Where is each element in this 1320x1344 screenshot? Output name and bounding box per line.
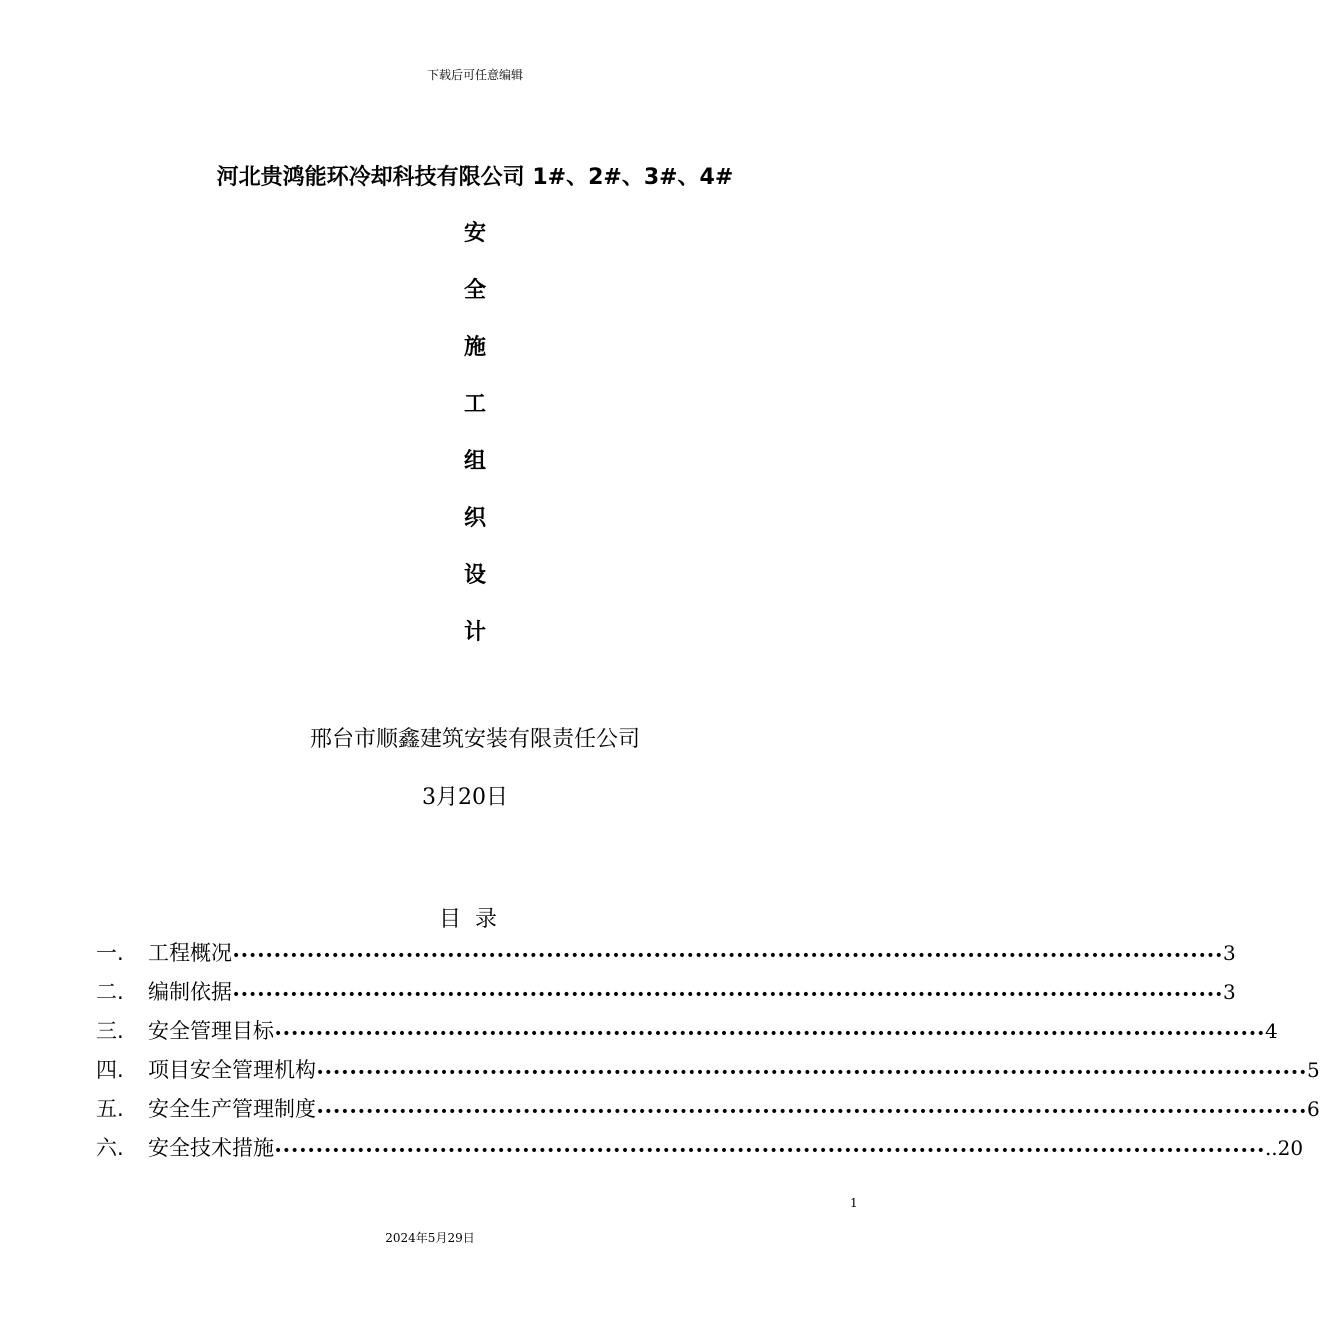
toc-page: 5 [1306, 1058, 1320, 1082]
toc-leader: •••••••••••••••••••••••••••••••••••••••••••••••••••••••••••••••••••••••••••••••••••••••••••••••••••••••••••••••••••••••• [232, 948, 1223, 964]
toc-label: 安全管理目标 [148, 1019, 274, 1043]
toc-page: ..20 [1264, 1136, 1304, 1160]
toc-number: 六. [96, 1136, 124, 1160]
toc-leader: •••••••••••••••••••••••••••••••••••••••••••••••••••••••••••••••••••••••••••••••••••••••••••••••••••••••••••••••••••••••• [316, 1065, 1307, 1081]
toc-leader: •••••••••••••••••••••••••••••••••••••••••••••••••••••••••••••••••••••••••••••••••••••••••••••••••••••••••••••••••••••••• [274, 1143, 1265, 1159]
toc-number: 一. [96, 941, 124, 965]
page-header: 下载后可任意编辑 [426, 68, 523, 82]
table-of-contents [96, 938, 1320, 1172]
document-date: 3月20日 [422, 785, 508, 810]
toc-leader: •••••••••••••••••••••••••••••••••••••••••••••••••••••••••••••••••••••••••••••••••••••••••••••••••••••••••••••••••••••••• [232, 987, 1223, 1003]
toc-row[interactable] [96, 1016, 1278, 1055]
company-name: 邢台市顺鑫建筑安装有限责任公司 [309, 727, 640, 752]
vertical-title-char: 全 [463, 278, 486, 303]
toc-number: 五. [96, 1097, 124, 1121]
vertical-title-char: 计 [463, 620, 486, 645]
document-title: 河北贵鸿能环冷却科技有限公司 1#、2#、3#、4# [216, 165, 734, 190]
vertical-title-char: 工 [463, 392, 486, 417]
vertical-title-char: 织 [463, 506, 486, 531]
toc-row[interactable] [96, 977, 1236, 1016]
toc-leader: •••••••••••••••••••••••••••••••••••••••••••••••••••••••••••••••••••••••••••••••••••••••••••••••••••••••••••••••••••••••• [316, 1104, 1307, 1120]
toc-label: 项目安全管理机构 [148, 1058, 316, 1082]
toc-row[interactable] [96, 938, 1236, 977]
toc-page: 3 [1222, 980, 1236, 1004]
toc-label: 安全生产管理制度 [148, 1097, 316, 1121]
toc-label: 安全技术措施 [148, 1136, 274, 1160]
page-number: 1 [850, 1196, 858, 1210]
toc-page: 3 [1222, 941, 1236, 965]
toc-title: 目录 [438, 907, 511, 932]
toc-page: 4 [1264, 1019, 1278, 1043]
toc-number: 四. [96, 1058, 124, 1082]
vertical-title-char: 安 [463, 221, 486, 246]
toc-label: 工程概况 [148, 941, 232, 965]
toc-row[interactable] [96, 1055, 1320, 1094]
toc-number: 二. [96, 980, 124, 1004]
toc-page: 6 [1306, 1097, 1320, 1121]
toc-leader: •••••••••••••••••••••••••••••••••••••••••••••••••••••••••••••••••••••••••••••••••••••••••••••••••••••••••••••••••••••••• [274, 1026, 1265, 1042]
vertical-title-char: 组 [463, 449, 486, 474]
toc-number: 三. [96, 1019, 124, 1043]
page-footer: 2024年5月29日 [385, 1231, 475, 1245]
toc-row[interactable] [96, 1133, 1304, 1172]
toc-row[interactable] [96, 1094, 1320, 1133]
vertical-title-char: 施 [463, 335, 486, 360]
toc-label: 编制依据 [148, 980, 232, 1004]
vertical-title-char: 设 [463, 563, 486, 588]
